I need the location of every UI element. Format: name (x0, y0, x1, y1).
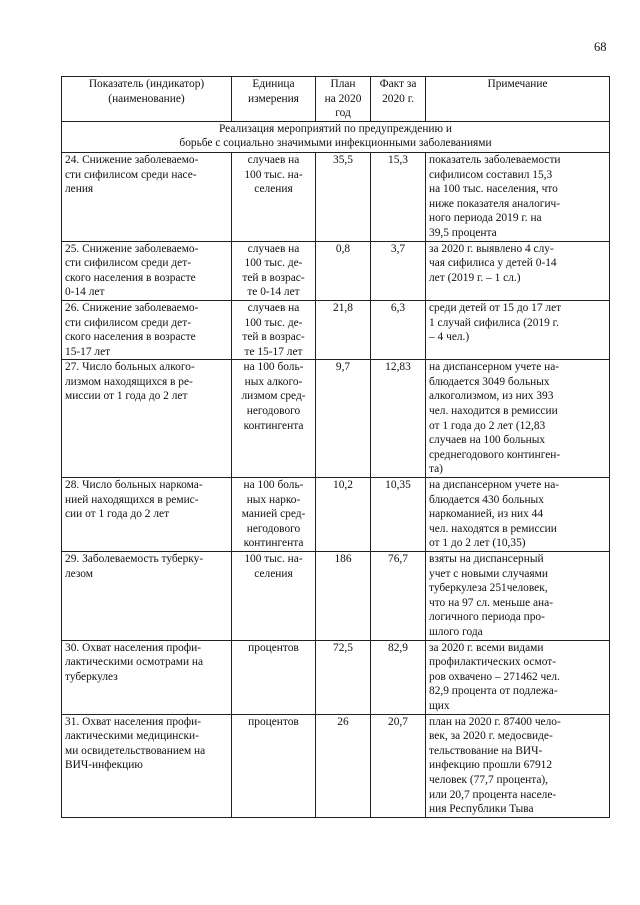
header-note (426, 77, 610, 122)
text-line: 1 случай сифилиса (2019 г. (429, 316, 559, 329)
text-line: 82,9 (388, 641, 408, 654)
text-line: лактическими осмотрами на (65, 656, 204, 669)
cell-unit (232, 552, 316, 641)
text-line: лизмом сред- (241, 390, 306, 403)
text-line: наркоманией, из них 44 (429, 508, 544, 521)
text-line: селения (254, 567, 293, 580)
text-line: лизмом находящихся в ре- (65, 375, 193, 388)
cell-unit (232, 360, 316, 478)
text-line: шлого года (429, 625, 483, 638)
cell-note (426, 152, 610, 241)
text-line: показатель заболеваемости (429, 153, 561, 166)
text-line: 12,83 (385, 361, 411, 374)
table-row (62, 241, 610, 300)
text-line: негодового (246, 405, 301, 418)
table-row (62, 300, 610, 359)
text-line: 35,5 (333, 153, 353, 166)
text-line: 6,3 (390, 301, 406, 314)
text-line: 24. Снижение заболеваемо- (65, 153, 199, 166)
text-line: блюдается 3049 больных (429, 375, 550, 388)
text-line: 0,8 (335, 242, 351, 255)
cell-fact (371, 478, 426, 552)
cell-fact (371, 714, 426, 817)
cell-plan (316, 152, 371, 241)
cell-fact (371, 552, 426, 641)
cell-unit (232, 241, 316, 300)
text-line: контингента (243, 537, 304, 550)
text-line: контингента (243, 419, 304, 432)
text-line: на 100 тыс. населения, что (429, 183, 558, 196)
text-line: 15,3 (388, 153, 408, 166)
text-line: тей в возрас- (242, 271, 305, 284)
text-line: Реализация мероприятий по предупреждению и (219, 122, 452, 135)
cell-unit (232, 640, 316, 714)
text-line: План (330, 78, 356, 90)
cell-indicator (62, 552, 232, 641)
cell-fact (371, 152, 426, 241)
text-line: ского населения в возрасте (65, 271, 196, 284)
text-line: ВИЧ-инфекцию (65, 759, 143, 772)
text-line: случаев на (247, 301, 300, 314)
text-line: 30. Охват населения профи- (65, 641, 201, 654)
text-line: год (335, 107, 351, 120)
text-line: 10,2 (333, 479, 353, 492)
text-line: профилактических осмот- (429, 656, 557, 669)
text-line: 28. Число больных наркома- (65, 479, 203, 492)
text-line: 27. Число больных алкого- (65, 361, 195, 374)
cell-plan (316, 478, 371, 552)
cell-plan (316, 360, 371, 478)
text-line: Факт за (379, 78, 417, 90)
text-line: измерения (248, 92, 299, 105)
cell-plan (316, 552, 371, 641)
cell-plan (316, 714, 371, 817)
text-line: 72,5 (333, 641, 353, 654)
cell-indicator (62, 241, 232, 300)
cell-plan (316, 300, 371, 359)
text-line: ния Республики Тыва (429, 803, 534, 816)
text-line: ных нарко- (246, 493, 301, 506)
text-line: план на 2020 г. 87400 чело- (429, 715, 561, 728)
text-line: или 20,7 процента населе- (429, 788, 557, 801)
cell-note (426, 552, 610, 641)
text-line: случаев на 100 больных (429, 434, 546, 447)
text-line: 20,7 (388, 715, 408, 728)
text-line: 26 (337, 715, 349, 728)
text-line: 76,7 (388, 553, 408, 565)
cell-note (426, 478, 610, 552)
text-line: ского населения в возрасте (65, 331, 196, 344)
text-line: чая сифилиса у детей 0-14 (429, 257, 557, 270)
text-line: ров охвачено – 271462 чел. (429, 670, 560, 683)
text-line: тей в возрас- (242, 331, 305, 344)
cell-note (426, 360, 610, 478)
text-line: логичного периода про- (429, 611, 545, 624)
text-line: туберкулеза 251человек, (429, 582, 548, 595)
text-line: человек (77,7 процента), (429, 773, 549, 786)
text-line: сти сифилисом среди насе- (65, 168, 197, 181)
text-line: нией находящихся в ремис- (65, 493, 199, 506)
cell-note (426, 300, 610, 359)
text-line: 29. Заболеваемость туберку- (65, 553, 204, 565)
text-line: на диспансерном учете на- (429, 361, 560, 374)
text-line: что на 97 сл. меньше ана- (429, 596, 554, 609)
cell-fact (371, 640, 426, 714)
cell-indicator (62, 300, 232, 359)
text-line: за 2020 г. выявлено 4 слу- (429, 242, 554, 255)
text-line: лактическими медицински- (65, 730, 199, 743)
text-line: Примечание (487, 78, 548, 90)
cell-unit (232, 714, 316, 817)
text-line: – 4 чел.) (429, 331, 470, 344)
text-line: 0-14 лет (65, 286, 105, 299)
table-row (62, 360, 610, 478)
text-line: за 2020 г. всеми видами (429, 641, 544, 654)
cell-indicator (62, 152, 232, 241)
text-line: чел. находятся в ремиссии (429, 522, 557, 535)
header-plan (316, 77, 371, 122)
text-line: на 2020 (324, 92, 362, 105)
table-header-row (62, 77, 610, 122)
table-row (62, 478, 610, 552)
cell-indicator (62, 714, 232, 817)
text-line: та) (429, 463, 443, 476)
cell-unit (232, 300, 316, 359)
cell-fact (371, 300, 426, 359)
text-line: век, за 2020 г. медосвиде- (429, 730, 553, 743)
text-line: сии от 1 года до 2 лет (65, 508, 170, 521)
table-row (62, 552, 610, 641)
cell-fact (371, 241, 426, 300)
text-line: 100 тыс. де- (244, 257, 303, 270)
text-line: учет с новыми случаями (429, 567, 548, 580)
page-number: 68 (594, 40, 607, 54)
text-line: взяты на диспансерный (429, 553, 544, 565)
text-line: от 1 до 2 лет (10,35) (429, 537, 526, 550)
text-line: среднегодового континген- (429, 448, 561, 461)
table-row (62, 640, 610, 714)
text-line: блюдается 430 больных (429, 493, 544, 506)
text-line: 15-17 лет (65, 345, 111, 358)
cell-indicator (62, 640, 232, 714)
header-fact (371, 77, 426, 122)
text-line: туберкулез (65, 670, 118, 683)
text-line: на 100 боль- (243, 479, 304, 492)
text-line: ления (65, 183, 94, 196)
text-line: те 15-17 лет (244, 345, 303, 358)
cell-note (426, 640, 610, 714)
text-line: 31. Охват населения профи- (65, 715, 201, 728)
text-line: 39,5 процента (429, 226, 497, 239)
text-line: 9,7 (335, 361, 351, 374)
text-line: селения (254, 183, 293, 196)
text-line: (наименование) (108, 92, 185, 105)
text-line: сти сифилисом среди дет- (65, 257, 191, 270)
text-line: негодового (246, 522, 301, 535)
text-line: те 0-14 лет (247, 286, 300, 299)
cell-note (426, 714, 610, 817)
text-line: на диспансерном учете на- (429, 479, 560, 492)
text-line: сти сифилисом среди дет- (65, 316, 191, 329)
text-line: 2020 г. (382, 92, 414, 105)
indicator-table (61, 76, 610, 818)
text-line: от 1 года до 2 лет (12,83 (429, 419, 546, 432)
header-indicator (62, 77, 232, 122)
table-row (62, 714, 610, 817)
text-line: процентов (248, 715, 299, 728)
text-line: ного периода 2019 г. на (429, 212, 542, 225)
text-line: миссии от 1 года до 2 лет (65, 390, 188, 403)
section-title-row (62, 121, 610, 152)
section-title (62, 121, 610, 152)
text-line: среди детей от 15 до 17 лет (429, 301, 562, 314)
cell-unit (232, 152, 316, 241)
cell-indicator (62, 478, 232, 552)
text-line: щих (429, 699, 450, 712)
text-line: на 100 боль- (243, 361, 304, 374)
cell-indicator (62, 360, 232, 478)
text-line: 100 тыс. на- (244, 553, 303, 565)
text-line: инфекцию прошли 67912 (429, 759, 553, 772)
text-line: Единица (252, 78, 295, 90)
text-line: тельствование на ВИЧ- (429, 744, 543, 757)
text-line: алкоголизмом, из них 393 (429, 390, 554, 403)
text-line: ных алкого- (244, 375, 303, 388)
text-line: сифилисом составил 15,3 (429, 168, 553, 181)
text-line: манией сред- (241, 508, 306, 521)
header-unit (232, 77, 316, 122)
text-line: 100 тыс. де- (244, 316, 303, 329)
table-row (62, 152, 610, 241)
text-line: борьбе с социально значимыми инфекционными заболеваниями (179, 137, 492, 150)
text-line: 3,7 (390, 242, 406, 255)
cell-unit (232, 478, 316, 552)
text-line: ниже показателя аналогич- (429, 197, 561, 210)
cell-plan (316, 640, 371, 714)
text-line: 25. Снижение заболеваемо- (65, 242, 199, 255)
text-line: 10,35 (385, 479, 411, 492)
text-line: 186 (334, 553, 352, 565)
text-line: лет (2019 г. – 1 сл.) (429, 271, 521, 284)
text-line: Показатель (индикатор) (88, 78, 205, 90)
text-line: ми освидетельствованием на (65, 744, 206, 757)
text-line: 21,8 (333, 301, 353, 314)
text-line: 26. Снижение заболеваемо- (65, 301, 199, 314)
text-line: 100 тыс. на- (244, 168, 303, 181)
text-line: лезом (65, 567, 93, 580)
text-line: 82,9 процента от подлежа- (429, 685, 558, 698)
cell-note (426, 241, 610, 300)
text-line: случаев на (247, 153, 300, 166)
text-line: случаев на (247, 242, 300, 255)
text-line: чел. находится в ремиссии (429, 405, 558, 418)
cell-plan (316, 241, 371, 300)
text-line: процентов (248, 641, 299, 654)
cell-fact (371, 360, 426, 478)
